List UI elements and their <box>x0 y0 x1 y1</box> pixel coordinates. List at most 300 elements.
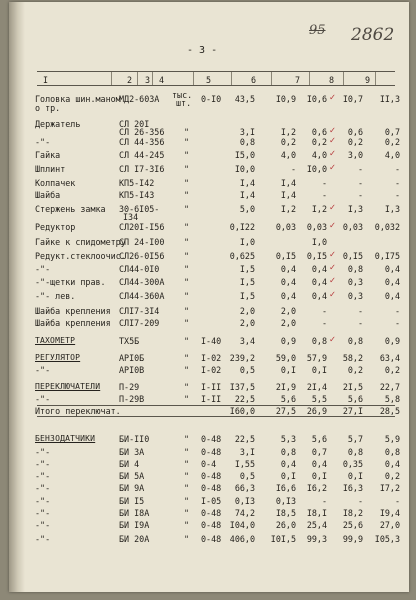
header-divider <box>343 72 344 85</box>
row-code: КП5-I43 <box>119 190 155 200</box>
row-name: БЕНЗОДАТЧИКИ <box>35 434 96 443</box>
row-code: БИ I8А <box>119 508 150 518</box>
header-divider <box>309 72 310 85</box>
row-c9: 22,7 <box>379 382 400 392</box>
handwritten-struck-number: 95 <box>309 23 326 38</box>
row-c8: 0,8 <box>347 447 363 457</box>
row-c7: I,2 <box>311 204 327 214</box>
row-c9: 27,0 <box>379 520 400 530</box>
header-divider <box>231 72 232 85</box>
red-check-mark: ✓ <box>329 334 337 344</box>
row-c8: - <box>357 318 363 328</box>
row-c9: 0,4 <box>384 277 400 287</box>
row-range: I-II <box>201 382 222 392</box>
row-c7: 4,0 <box>311 150 327 160</box>
header-col-8: 8 <box>329 75 335 85</box>
row-code: СЛ26-0I56 <box>119 251 165 261</box>
header-col-3: 3 <box>145 75 151 85</box>
row-c8: - <box>357 306 363 316</box>
row-name: -"- <box>35 483 51 493</box>
row-code: МД2-603А <box>119 94 160 104</box>
row-code: БИ 5А <box>119 471 145 481</box>
row-c5: 43,5 <box>234 94 255 104</box>
row-unit: " <box>184 127 190 137</box>
row-code: ТХ5Б <box>119 336 140 346</box>
row-name: Шайба <box>35 190 61 200</box>
row-c8: 58,2 <box>342 353 363 363</box>
row-c5: I60,0 <box>229 406 255 416</box>
row-unit: " <box>184 164 190 174</box>
row-unit: " <box>184 190 190 200</box>
row-unit: " <box>184 508 190 518</box>
row-code: СЛ44-0I0 <box>119 264 160 274</box>
row-c5: I5,0 <box>234 150 255 160</box>
row-c5: 2,0 <box>239 306 255 316</box>
row-c7: 0,4 <box>311 277 327 287</box>
row-code: СЛ I7-3I6 <box>119 164 165 174</box>
row-c9: - <box>394 178 400 188</box>
row-unit: " <box>184 353 190 363</box>
row-c7: 0,I5 <box>306 251 327 261</box>
row-c6: I6,6 <box>275 483 296 493</box>
row-c5: I04,0 <box>229 520 255 530</box>
row-c7: - <box>321 178 327 188</box>
red-check-mark: ✓ <box>329 162 337 172</box>
row-unit-continued: шт. <box>176 98 192 108</box>
row-code: КП5-I42 <box>119 178 155 188</box>
row-c6: 59,0 <box>275 353 296 363</box>
header-col-5: 5 <box>206 75 212 85</box>
row-c6: 5,6 <box>280 394 296 404</box>
row-c8: I0,7 <box>342 94 363 104</box>
total-rule <box>37 416 395 417</box>
row-c5: I,0 <box>239 237 255 247</box>
row-c6: I,4 <box>280 178 296 188</box>
row-name: -"- <box>35 534 51 544</box>
row-c8: 0,I5 <box>342 251 363 261</box>
header-bottom-rule <box>37 85 395 86</box>
row-c6: I8,5 <box>275 508 296 518</box>
row-c6: - <box>290 164 296 174</box>
row-c6: 4,0 <box>280 150 296 160</box>
row-code: 30-6I05- <box>119 204 160 214</box>
row-c6: I0I,5 <box>270 534 296 544</box>
red-check-mark: ✓ <box>329 289 337 299</box>
row-c7: 25,4 <box>306 520 327 530</box>
row-c9: I,3 <box>384 204 400 214</box>
row-range: I-02 <box>201 353 222 363</box>
row-name: -"- <box>35 496 51 506</box>
row-c7: I0,6 <box>306 94 327 104</box>
row-name: -"- <box>35 447 51 457</box>
row-c6: 2I,9 <box>275 382 296 392</box>
row-c6: 0,03 <box>275 222 296 232</box>
row-c5: 0,5 <box>239 365 255 375</box>
row-c9: 63,4 <box>379 353 400 363</box>
row-code: СЛ 26-356 <box>119 127 165 137</box>
row-c8: I6,3 <box>342 483 363 493</box>
row-c9: 0,032 <box>374 222 400 232</box>
row-c5: I,55 <box>234 459 255 469</box>
row-c5: I37,5 <box>229 382 255 392</box>
row-unit: " <box>184 318 190 328</box>
row-c7: - <box>321 496 327 506</box>
red-check-mark: ✓ <box>329 262 337 272</box>
row-unit: " <box>184 306 190 316</box>
row-c5: 0,8 <box>239 137 255 147</box>
row-code: АРI0В <box>119 365 145 375</box>
row-c8: I8,2 <box>342 508 363 518</box>
row-c6: I,2 <box>280 127 296 137</box>
row-range: 0-48 <box>201 520 222 530</box>
red-check-mark: ✓ <box>329 202 337 212</box>
row-c7: - <box>321 190 327 200</box>
row-c8: 0,6 <box>347 127 363 137</box>
header-divider <box>137 72 138 85</box>
row-c7: 0,2 <box>311 137 327 147</box>
row-unit: " <box>184 483 190 493</box>
row-unit: " <box>184 534 190 544</box>
row-name: Шайба крепления <box>35 318 111 328</box>
row-c6: I0,9 <box>275 94 296 104</box>
row-c8: - <box>357 496 363 506</box>
row-c6: 0,8 <box>280 447 296 457</box>
row-c5: I,5 <box>239 277 255 287</box>
row-unit: " <box>184 291 190 301</box>
row-c9: 0,2 <box>384 471 400 481</box>
row-unit: " <box>184 365 190 375</box>
row-c5: 22,5 <box>234 434 255 444</box>
row-c5: I,4 <box>239 190 255 200</box>
row-c5: 0,5 <box>239 471 255 481</box>
red-check-mark: ✓ <box>329 275 337 285</box>
row-name: Редуктор <box>35 222 76 232</box>
row-c8: 0,3 <box>347 277 363 287</box>
row-c6: 0,I <box>280 471 296 481</box>
header-divider <box>375 72 376 85</box>
row-code-continued: I34 <box>123 212 139 222</box>
row-name: -"- <box>35 365 51 375</box>
row-c8: 0,2 <box>347 137 363 147</box>
row-range: 0-I0 <box>201 94 222 104</box>
row-c7: 0,4 <box>311 291 327 301</box>
row-c8: 0,3 <box>347 291 363 301</box>
red-check-mark: ✓ <box>329 148 337 158</box>
row-c9: 0,4 <box>384 291 400 301</box>
header-col-7: 7 <box>295 75 301 85</box>
row-c6: I,2 <box>280 204 296 214</box>
row-name-continued: о тр. <box>35 103 61 113</box>
row-c5: 2,0 <box>239 318 255 328</box>
row-c7: 57,9 <box>306 353 327 363</box>
row-c9: 5,8 <box>384 394 400 404</box>
row-c5: 22,5 <box>234 394 255 404</box>
row-c7: 5,5 <box>311 394 327 404</box>
row-code: СЛ 20I <box>119 119 150 129</box>
row-c8: 99,9 <box>342 534 363 544</box>
row-unit: " <box>184 204 190 214</box>
row-name: ТАХОМЕТР <box>35 336 76 345</box>
header-divider <box>193 72 194 85</box>
row-code: СЛI7-209 <box>119 318 160 328</box>
row-unit: " <box>184 237 190 247</box>
row-c5: 0,625 <box>229 251 255 261</box>
row-c9: - <box>394 164 400 174</box>
row-name: -"- <box>35 471 51 481</box>
row-name: -"- <box>35 137 51 147</box>
row-name: Редукт.стеклоочис. <box>35 251 126 261</box>
row-code: П-29 <box>119 382 140 392</box>
row-range: 0-48 <box>201 534 222 544</box>
page-number: - 3 - <box>187 45 218 56</box>
row-c5: 0,I3 <box>234 496 255 506</box>
row-c6: 5,3 <box>280 434 296 444</box>
row-c9: - <box>394 496 400 506</box>
row-name: Держатель <box>35 119 81 129</box>
row-c9: - <box>394 190 400 200</box>
row-c8: 5,6 <box>347 394 363 404</box>
row-c9: 0,2 <box>384 137 400 147</box>
row-name: -"- <box>35 264 51 274</box>
row-c8: - <box>357 190 363 200</box>
red-check-mark: ✓ <box>329 220 337 230</box>
row-c5: 3,I <box>239 127 255 137</box>
row-name: Шайба крепления <box>35 306 111 316</box>
header-col-1: I <box>43 75 49 85</box>
red-check-mark: ✓ <box>329 135 337 145</box>
row-unit: " <box>184 520 190 530</box>
row-c6: 0,I <box>280 365 296 375</box>
row-code: СЛ20I-I56 <box>119 222 165 232</box>
row-c8: 2I,5 <box>342 382 363 392</box>
row-c8: 25,6 <box>342 520 363 530</box>
row-code: БИ 20А <box>119 534 150 544</box>
row-c8: 0,35 <box>342 459 363 469</box>
row-unit: " <box>184 264 190 274</box>
row-name: -"- <box>35 459 51 469</box>
row-code: БИ I9А <box>119 520 150 530</box>
row-c6: 0,4 <box>280 264 296 274</box>
row-unit: " <box>184 336 190 346</box>
row-c8: 0,8 <box>347 336 363 346</box>
row-code: БИ 3А <box>119 447 145 457</box>
row-c8: I,3 <box>347 204 363 214</box>
row-unit: " <box>184 434 190 444</box>
row-code: СЛ44-360А <box>119 291 165 301</box>
total-rule <box>37 405 395 406</box>
row-c8: 0,8 <box>347 264 363 274</box>
row-c6: 27,5 <box>275 406 296 416</box>
row-c9: - <box>394 306 400 316</box>
row-code: СЛ 44-356 <box>119 137 165 147</box>
binding-edge <box>9 2 25 592</box>
row-c8: 3,0 <box>347 150 363 160</box>
row-c7: 0,03 <box>306 222 327 232</box>
row-code: СП 24-I00 <box>119 237 165 247</box>
row-c9: 0,I75 <box>374 251 400 261</box>
header-divider <box>152 72 153 85</box>
row-code: БИ I5 <box>119 496 145 506</box>
row-c5: 3,4 <box>239 336 255 346</box>
row-c6: 26,0 <box>275 520 296 530</box>
row-c9: 0,9 <box>384 336 400 346</box>
row-c5: 66,3 <box>234 483 255 493</box>
row-c5: I,5 <box>239 291 255 301</box>
row-c9: II,3 <box>379 94 400 104</box>
row-c9: I9,4 <box>379 508 400 518</box>
row-c8: - <box>357 178 363 188</box>
row-unit: тыс. <box>172 90 193 100</box>
row-range: I-05 <box>201 496 222 506</box>
row-c9: 0,7 <box>384 127 400 137</box>
row-name: РЕГУЛЯТОР <box>35 353 81 362</box>
row-code: СЛI7-3I4 <box>119 306 160 316</box>
row-code: СЛ 44-245 <box>119 150 165 160</box>
row-unit: " <box>184 394 190 404</box>
header-col-6: 6 <box>251 75 257 85</box>
row-code: БИ 4 <box>119 459 140 469</box>
row-c6: 0,I5 <box>275 251 296 261</box>
row-c7: 0,4 <box>311 264 327 274</box>
row-c9: 4,0 <box>384 150 400 160</box>
row-unit: " <box>184 382 190 392</box>
row-c7: I8,I <box>306 508 327 518</box>
row-c6: 0,4 <box>280 291 296 301</box>
red-check-mark: ✓ <box>329 249 337 259</box>
row-c9: 0,4 <box>384 264 400 274</box>
row-c7: 0,8 <box>311 336 327 346</box>
row-c5: 5,0 <box>239 204 255 214</box>
row-name: Головка шин.маном <box>35 94 121 104</box>
header-divider <box>271 72 272 85</box>
row-c5: 406,0 <box>229 534 255 544</box>
row-c8: 27,I <box>342 406 363 416</box>
row-c9: I05,3 <box>374 534 400 544</box>
row-unit: " <box>184 150 190 160</box>
row-c5: I,4 <box>239 178 255 188</box>
row-c7: 0,7 <box>311 447 327 457</box>
row-c6: 0,9 <box>280 336 296 346</box>
row-unit: " <box>184 222 190 232</box>
row-c9: 5,9 <box>384 434 400 444</box>
row-c6: 0,I3 <box>275 496 296 506</box>
row-c7: 0,6 <box>311 127 327 137</box>
row-c7: 0,I <box>311 471 327 481</box>
header-col-4: 4 <box>159 75 165 85</box>
row-unit: " <box>184 277 190 287</box>
row-c9: 0,4 <box>384 459 400 469</box>
row-range: 0-48 <box>201 508 222 518</box>
row-code: АРI0Б <box>119 353 145 363</box>
row-c5: I,5 <box>239 264 255 274</box>
row-range: 0-48 <box>201 471 222 481</box>
row-c7: 0,4 <box>311 459 327 469</box>
row-code: СЛ44-300А <box>119 277 165 287</box>
row-c5: 3,I <box>239 447 255 457</box>
row-name: ПЕРЕКЛЮЧАТЕЛИ <box>35 382 101 391</box>
row-code: П-29В <box>119 394 145 404</box>
row-c9: I7,2 <box>379 483 400 493</box>
row-unit: " <box>184 178 190 188</box>
row-c6: 0,4 <box>280 459 296 469</box>
row-name: Шплинт <box>35 164 66 174</box>
row-range: I-II <box>201 394 222 404</box>
row-range: 0-48 <box>201 483 222 493</box>
header-col-2: 2 <box>127 75 133 85</box>
row-c7: 5,6 <box>311 434 327 444</box>
row-name: Итого переключат. <box>35 406 121 416</box>
row-c7: 0,I <box>311 365 327 375</box>
row-range: 0-4 <box>201 459 217 469</box>
row-c8: - <box>357 164 363 174</box>
row-c6: 2,0 <box>280 306 296 316</box>
row-c5: 239,2 <box>229 353 255 363</box>
row-name: -"- лев. <box>35 291 76 301</box>
row-c8: 0,03 <box>342 222 363 232</box>
red-check-mark: ✓ <box>329 125 337 135</box>
row-unit: " <box>184 471 190 481</box>
row-c9: 28,5 <box>379 406 400 416</box>
row-c9: - <box>394 318 400 328</box>
row-c7: I6,2 <box>306 483 327 493</box>
row-code: БИ 9А <box>119 483 145 493</box>
row-c5: I0,0 <box>234 164 255 174</box>
row-c7: I,0 <box>311 237 327 247</box>
row-c5: 74,2 <box>234 508 255 518</box>
row-c8: 0,I <box>347 471 363 481</box>
row-c6: 0,2 <box>280 137 296 147</box>
row-name: -"-щетки прав. <box>35 277 106 287</box>
row-range: I-40 <box>201 336 222 346</box>
row-unit: " <box>184 459 190 469</box>
row-name: Гайке к спидометру <box>35 237 126 247</box>
row-c8: 0,2 <box>347 365 363 375</box>
row-range: 0-48 <box>201 434 222 444</box>
red-check-mark: ✓ <box>329 92 337 102</box>
row-c7: 99,3 <box>306 534 327 544</box>
row-unit: " <box>184 447 190 457</box>
row-name: -"- <box>35 508 51 518</box>
row-unit: " <box>184 137 190 147</box>
row-name: -"- <box>35 520 51 530</box>
row-name: Колпачек <box>35 178 76 188</box>
row-c9: 0,2 <box>384 365 400 375</box>
row-unit: " <box>184 251 190 261</box>
row-name: Стержень замка <box>35 204 106 214</box>
row-code: БИ-II0 <box>119 434 150 444</box>
row-range: I-02 <box>201 365 222 375</box>
row-c6: 0,4 <box>280 277 296 287</box>
header-divider <box>111 72 112 85</box>
row-c7: 26,9 <box>306 406 327 416</box>
handwritten-archive-number: 2862 <box>351 25 395 45</box>
table-top-rule <box>37 71 395 72</box>
row-range: 0-48 <box>201 447 222 457</box>
row-unit: " <box>184 496 190 506</box>
row-c9: 0,8 <box>384 447 400 457</box>
row-name: -"- <box>35 394 51 404</box>
row-c6: I,4 <box>280 190 296 200</box>
row-c5: 0,I22 <box>229 222 255 232</box>
row-c7: I0,0 <box>306 164 327 174</box>
row-c7: - <box>321 306 327 316</box>
row-c7: - <box>321 318 327 328</box>
row-c7: 2I,4 <box>306 382 327 392</box>
row-c6: 2,0 <box>280 318 296 328</box>
header-col-9: 9 <box>365 75 371 85</box>
row-name: Гайка <box>35 150 61 160</box>
row-c8: 5,7 <box>347 434 363 444</box>
